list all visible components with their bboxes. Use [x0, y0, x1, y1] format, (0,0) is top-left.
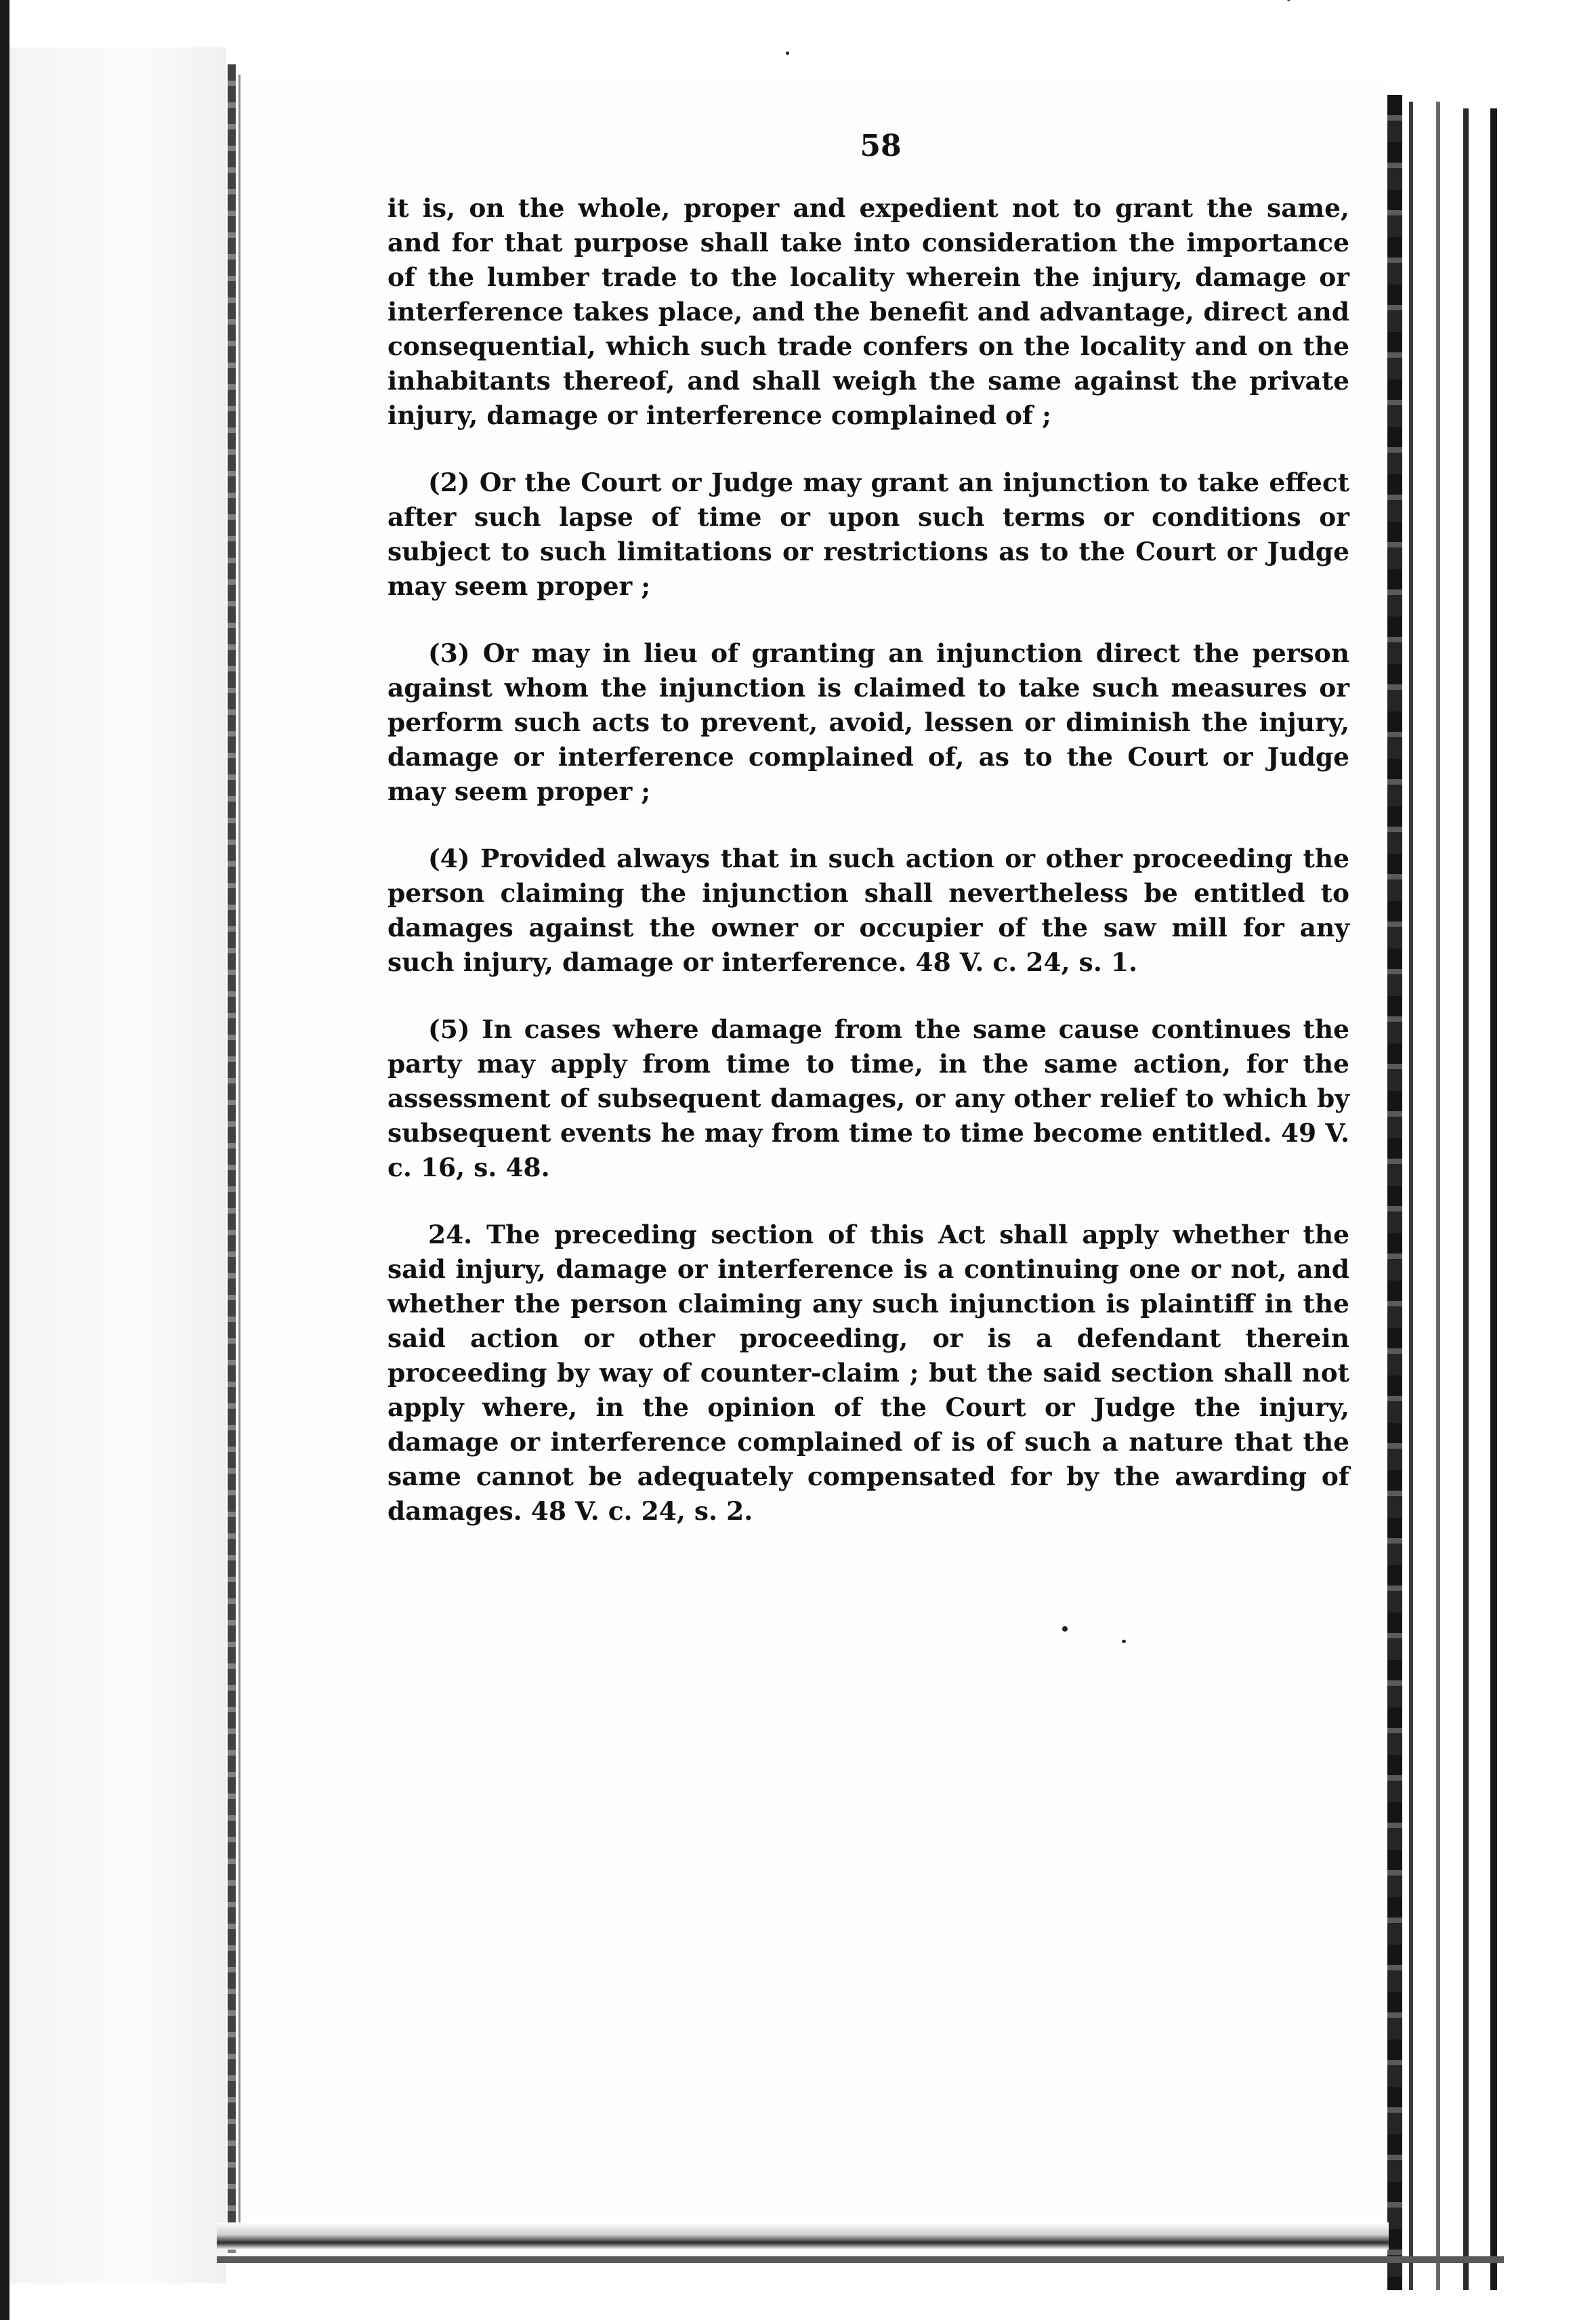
scan-speck [1062, 1626, 1068, 1632]
scan-speck [786, 51, 789, 55]
paragraph-section-24: 24. The preceding section of this Act shall apply whether the said injury, damage or interference is a continuing one or not, and whether the person claiming any such injunction is plaintiff in the said action or other proceeding, or is a defendant therein proceeding by way of counter-claim ; but the said section shall not apply where, in the opinion of the Court or Judge the injury, damage or interference complained of is of such a nature that the same cannot be adequately compensated for by the awarding of damages. 48 V. c. 24, s. 2. [387, 1220, 1349, 1526]
page-fore-edge-layer [1409, 102, 1413, 2290]
page-fore-edge-layer [1490, 108, 1497, 2290]
page-fore-edge-layer [1436, 102, 1440, 2290]
scan-mark [1287, 0, 1322, 1]
page-gutter-left [228, 64, 236, 2253]
page-fore-edge-layer [1463, 108, 1469, 2290]
page-body [387, 191, 1349, 1561]
page-bottom-edge-line [217, 2256, 1504, 2263]
paragraph-clause-2: (2) Or the Court or Judge may grant an injunction to take effect after such lapse of time or upon such terms or conditions or subject to such limitations or restrictions as to the Court or Judge may seem proper ; [387, 468, 1349, 601]
paragraph-clause-5: (5) In cases where damage from the same cause continues the party may apply from time to time, in the same action, for the assessment of subsequent damages, or any other relief to which by subsequent events he may from time to time become entitled. 49 V. c. 16, s. 48. [387, 1014, 1349, 1182]
paragraph-clause-3: (3) Or may in lieu of granting an injunction direct the person against whom the injunction is claimed to take such measures or perform such acts to prevent, avoid, lessen or diminish the injury, damage or interference complained of, as to the Court or Judge may seem proper ; [387, 638, 1349, 806]
page-gutter-line [238, 75, 240, 2243]
page-fore-edge [1387, 95, 1402, 2290]
binding-shadow [0, 0, 9, 2320]
paragraph-continuation: it is, on the whole, proper and expedient not to grant the same, and for that purpose shall take into consideration the importance of the lumber trade to the locality wherein the injury, damage or interference takes place, and the benefit and advantage, direct and consequential, which such trade confers on the locality and on the inhabitants thereof, and shall weigh the same against the private injury, damage or interference complained of ; [387, 193, 1349, 430]
page-bottom-edge [217, 2222, 1389, 2250]
scan-speck [1122, 1640, 1126, 1643]
page-number: 58 [860, 129, 902, 163]
facing-page-edge [9, 47, 226, 2283]
paragraph-clause-4: (4) Provided always that in such action or other proceeding the person claiming the injunction shall nevertheless be entitled to damages against the owner or occupier of the saw mill for any such injury, damage or interference. 48 V. c. 24, s. 1. [387, 844, 1349, 977]
scan-margin-right [1500, 0, 1596, 2320]
